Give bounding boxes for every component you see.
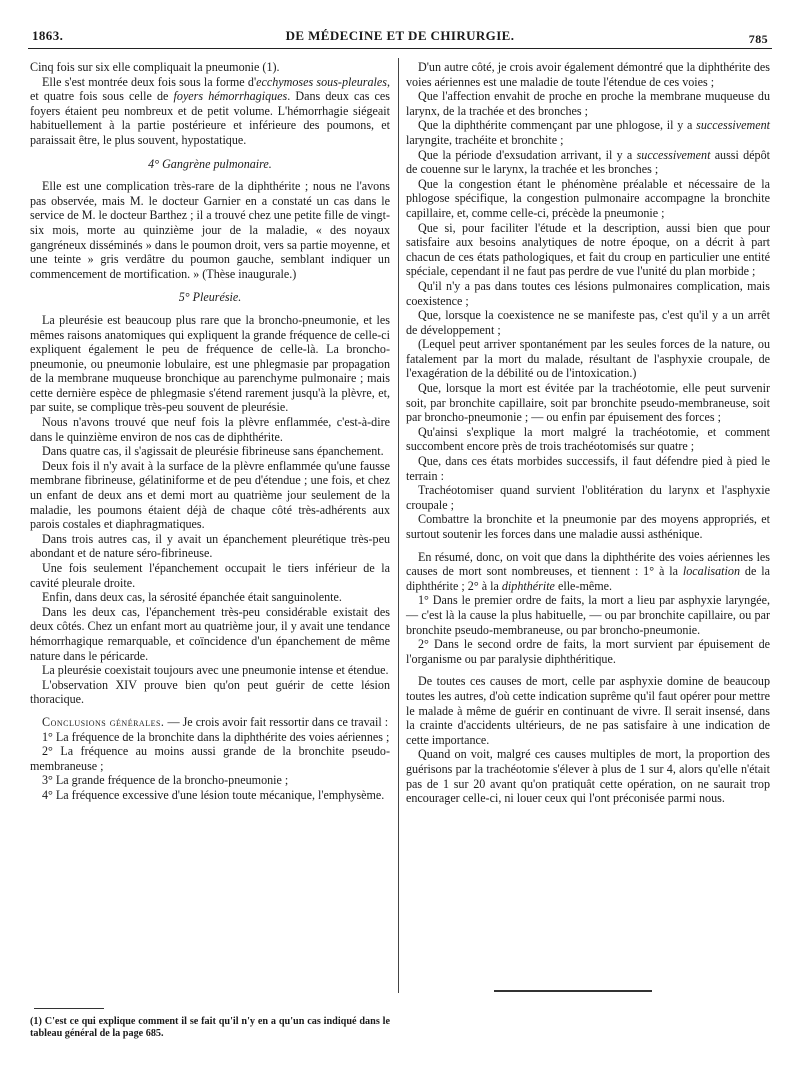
paragraph: Que, lorsque la coexistence ne se manifeste pas, c'est qu'il y a un arrêt de développement ; [406,308,770,337]
paragraph: 2° Dans le second ordre de faits, la mort survient par épuisement de l'organisme ou par paralysie diphthéritique. [406,637,770,666]
section-heading-pleuresie: 5° Pleurésie. [178,290,242,305]
paragraph: Combattre la bronchite et la pneumonie par des moyens appropriés, et surtout soutenir les forces dans une maladie aussi asthénique. [406,512,770,541]
paragraph: Que, lorsque la mort est évitée par la trachéotomie, elle peut survenir soit, par bronchite capillaire, soit par bronchite pseudo-membraneuse, soit par broncho-pneumonie ; — ou enfin par épuisement des forces ; [406,381,770,425]
paragraph: Dans trois autres cas, il y avait un épanchement pleurétique très-peu abondant et de nature séro-fibrineuse. [30,531,390,561]
paragraph: Que la congestion étant le phénomène préalable et nécessaire de la phlogose spécifique, la congestion pulmonaire accompagne la bronchite capillaire, et, comme celle-ci, précède la pneumonie ; [406,176,770,220]
list-item: 1° La fréquence de la bronchite dans la diphthérite des voies aériennes ; [42,729,390,744]
left-column [30,60,390,803]
column-divider [398,58,399,993]
paragraph: L'observation XIV prouve bien qu'on peut guérir de cette lésion thoracique. [30,677,390,707]
paragraph: Que la période d'exsudation arrivant, il y a successivement aussi dépôt de couenne sur le larynx, la trachée et les bronches ; [406,147,770,177]
paragraph: Dans les deux cas, l'épanchement très-peu considérable existait des deux côtés. Chez un enfant mort au quatrième jour, il y avait une tendance hémorrhagique remarquable, et coïncidence d'un épanchement de même nature dans le péricarde. [30,604,390,663]
right-column [406,60,770,806]
paragraph: Dans quatre cas, il s'agissait de pleurésie fibrineuse sans épanchement. [42,444,384,459]
paragraph: Elle est une complication très-rare de la diphthérite ; nous ne l'avons pas observée, mais M. le docteur Garnier en a constaté un cas dans le service de M. le docteur Barthez ; il a trouvé chez une petite fille de vingt-six mois, morte au quinzième jour de la maladie, « des noyaux gangréneux disséminés » dans le poumon droit, vers sa partie moyenne, et une teinte » gris verdâtre du poumon gauche, semblant indiquer un commencement de mortification. » (Thèse inaugurale.) [30,179,390,281]
paragraph: D'un autre côté, je crois avoir également démontré que la diphthérite des voies aériennes est une maladie de toute l'étendue de ces voies ; [406,60,770,89]
end-rule [494,990,652,992]
paragraph: Quand on voit, malgré ces causes multiples de mort, la proportion des guérisons par la trachéotomie s'élever à plus de 1 sur 4, alors qu'elle n'était pas de 1 sur 20 avant qu'on pratiquât cette opération, on ne saurait trop encourager celle-ci, ni louer ceux qui l'ont préconisée parmi nous. [406,747,770,806]
paragraph: (Lequel peut arriver spontanément par les seules forces de la nature, ou fatalement par la mort du malade, résultant de l'asphyxie croupale, de l'exagération de la débilité ou de l'intoxication.) [406,337,770,381]
paragraph: Nous n'avons trouvé que neuf fois la plèvre enflammée, c'est-à-dire dans le quinzième environ de nos cas de diphthérite. [30,415,390,444]
list-item: 2° La fréquence au moins aussi grande de la bronchite pseudo-membraneuse ; [30,744,390,773]
paragraph: Deux fois il n'y avait à la surface de la plèvre enflammée qu'une fausse membrane fibrineuse, gélatiniforme et de peu d'étendue ; une fois, et chez un enfant de deux ans et demi mort au quatrième jour seulement de la maladie, les poumons étaient déjà de chaque côté très-adhérents aux parois costales et diaphragmatiques. [30,458,390,532]
conclusions-paragraph: Conclusions générales. — Je crois avoir fait ressortir dans ce travail : [42,714,389,729]
paragraph: Qu'il n'y a pas dans toutes ces lésions pulmonaires complication, mais coexistence ; [406,278,770,308]
paragraph: Qu'ainsi s'explique la mort malgré la trachéotomie, et comment succombent encore près de trois trachéotomisés sur quatre ; [406,424,770,454]
paragraph: Que l'affection envahit de proche en proche la membrane muqueuse du larynx, de la trachée et des bronches ; [406,89,770,118]
header-year: 1863. [32,28,64,43]
paragraph: La pleurésie coexistait toujours avec une pneumonie intense et étendue. [42,663,389,678]
paragraph: Une fois seulement l'épanchement occupait le tiers inférieur de la cavité pleurale droite. [30,561,390,590]
paragraph: Que si, pour faciliter l'étude et la description, aussi bien que pour satisfaire aux besoins analytiques de notre époque, on a décrit à part chacun de ces états pathologiques, et fait du croup en particulier une entité spéciale, cependant il ne faut pas perdre de vue l'unité du plan morbide ; [406,220,770,279]
footnote-rule [34,1008,104,1009]
paragraph: Que, dans ces états morbides successifs, il faut défendre pied à pied le terrain : [406,454,770,483]
paragraph: De toutes ces causes de mort, celle par asphyxie domine de beaucoup toutes les autres, d'où cette indication suprême qu'il faut opérer pour mettre le malade à même de guérir en continuant de vivre. Il serait insensé, dans la crainte d'accidents ultérieurs, de ne pas satisfaire à une indication de cette importance. [406,674,770,747]
section-heading-gangrene: 4° Gangrène pulmonaire. [148,156,272,171]
paragraph: Enfin, dans deux cas, la sérosité épanchée était sanguinolente. [42,590,342,605]
paragraph: Cinq fois sur six elle compliquait la pneumonie (1). [30,60,280,74]
page-number: 785 [748,32,768,46]
header-title: DE MÉDECINE ET DE CHIRURGIE. [285,28,515,43]
running-header [28,26,772,49]
paragraph: En résumé, donc, on voit que dans la diphthérite des voies aériennes les causes de mort sont nombreuses, et tiennent : 1° à la localisation de la diphthérite ; 2° à la diphthérite elle-même. [406,549,770,593]
paragraph: Elle s'est montrée deux fois sous la forme d'ecchymoses sous-pleurales, et quatre fois sous celle de foyers hémorrhagiques. Dans deux cas ces foyers étaient peu nombreux et de petit volume. L'hémorrhagie siégeait habituellement à la partie postérieure et inférieure des poumons, et paraissait être, le plus souvent, hypostatique. [30,74,390,147]
conclusions-label: Conclusions générales. [42,714,165,729]
list-item: 3° La grande fréquence de la broncho-pneumonie ; [42,773,289,788]
list-item: 4° La fréquence excessive d'une lésion toute mécanique, l'emphysème. [42,787,385,802]
footnote: (1) C'est ce qui explique comment il se fait qu'il n'y en a qu'un cas indiqué dans le tableau général de la page 685. [30,1016,390,1040]
paragraph: La pleurésie est beaucoup plus rare que la broncho-pneumonie, et les mêmes raisons anatomiques qui expliquent la grande fréquence de celle-ci expliquent également le peu de fréquence de celle-là. La broncho-pneumonie, ou pneumonie lobulaire, est une phlegmasie par propagation de la membrane muqueuse bronchique au parenchyme pulmonaire ; mais cette dernière espèce de phlegmasie s'étend rarement jusqu'à la plèvre, et, par suite, se complique très-peu souvent de pleurésie. [30,312,390,415]
paragraph: Trachéotomiser quand survient l'oblitération du larynx et l'asphyxie croupale ; [406,483,770,512]
paragraph: 1° Dans le premier ordre de faits, la mort a lieu par asphyxie laryngée, — c'est là la cause la plus habituelle, — ou par bronchite capillaire, ou par bronchite pseudo-membraneuse, ou par broncho-pneumonie. [406,593,770,637]
paragraph: Que la diphthérite commençant par une phlogose, il y a successivement laryngite, trachéite et bronchite ; [406,118,770,147]
